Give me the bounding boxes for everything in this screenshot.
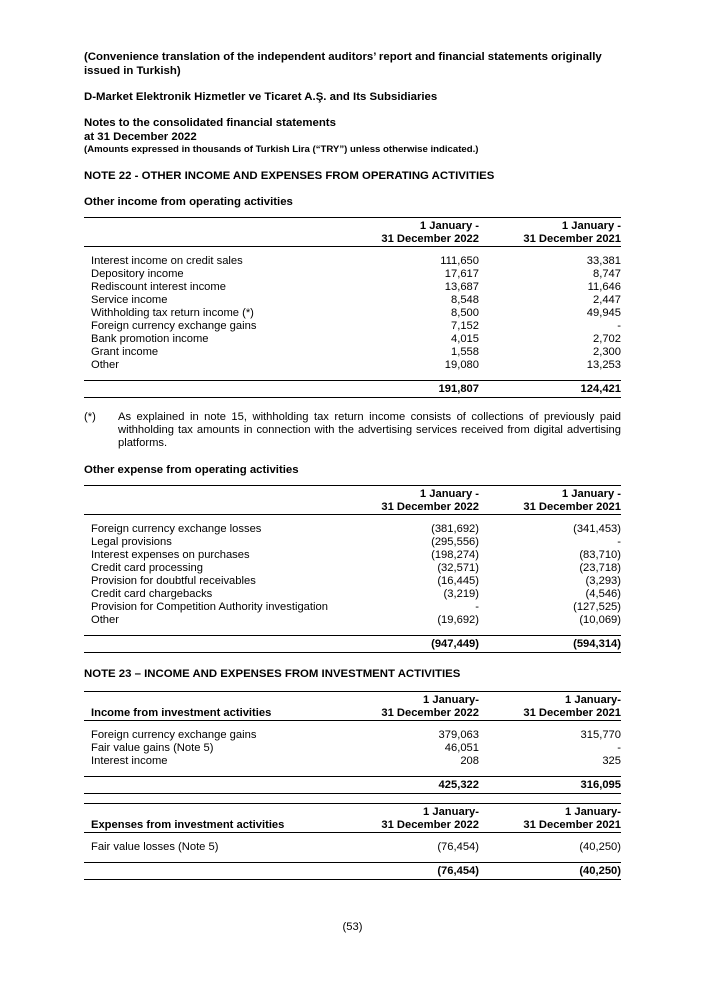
row-value-2022: 208: [460, 755, 479, 767]
row-value-2022: (381,692): [431, 523, 479, 535]
table-header-row: [84, 819, 621, 833]
col-2021-line2: 31 December 2021: [479, 819, 621, 833]
investment-expense-table: [84, 803, 621, 880]
row-label: Credit card chargebacks: [91, 588, 213, 600]
col-2022-line2: 31 December 2022: [351, 707, 479, 721]
note23-title: NOTE 23 – INCOME AND EXPENSES FROM INVESTMENT ACTIVITIES: [84, 668, 461, 680]
row-value-2022: 8,548: [451, 294, 479, 306]
table-row: [84, 255, 621, 268]
row-label: Legal provisions: [91, 536, 172, 548]
report-date: at 31 December 2022: [84, 131, 197, 143]
table-row: [84, 614, 621, 627]
col-2022-line2: 31 December 2022: [351, 233, 479, 247]
row-value-2022: 4,015: [451, 333, 479, 345]
table-row: [84, 359, 621, 372]
row-value-2021: (4,546): [585, 588, 621, 600]
row-value-2021: (3,293): [585, 575, 621, 587]
table-row: [84, 294, 621, 307]
row-value-2022: 1,558: [451, 346, 479, 358]
table-row: [84, 562, 621, 575]
table-header-row: [84, 218, 621, 234]
total-2022: 425,322: [351, 777, 479, 794]
table-row: [84, 333, 621, 346]
row-label: Service income: [91, 294, 168, 306]
total-row: [84, 777, 621, 794]
other-expense-table: [84, 485, 621, 653]
row-value-2021: 8,747: [593, 268, 621, 280]
row-value-2021: 2,300: [593, 346, 621, 358]
total-2022: (76,454): [351, 863, 479, 880]
row-value-2021: (127,525): [573, 601, 621, 613]
table-row: [84, 588, 621, 601]
footnote-text: As explained in note 15, withholding tax return income consists of collections of previously paid withholding tax amounts in connection with the advertising services received from digital advertising platforms.: [118, 411, 621, 449]
total-2021: 124,421: [479, 381, 621, 398]
col-2022-line2: 31 December 2022: [351, 819, 479, 833]
row-value-2021: 49,945: [586, 307, 621, 319]
total-row: [84, 381, 621, 398]
row-value-2021: 2,702: [593, 333, 621, 345]
row-value-2022: 8,500: [451, 307, 479, 319]
col-2022-line1: 1 January-: [351, 804, 479, 820]
row-value-2021: 2,447: [593, 294, 621, 306]
note22-income-heading: Other income from operating activities: [84, 196, 293, 208]
table-row: [84, 755, 621, 768]
col-2021-line2: 31 December 2021: [479, 233, 621, 247]
row-label: Other: [91, 359, 119, 371]
row-value-2022: (76,454): [437, 841, 479, 853]
row-value-2022: 111,650: [440, 255, 479, 267]
total-row: [84, 636, 621, 653]
footnote-mark: (*): [84, 411, 96, 423]
table-header-row: [84, 486, 621, 502]
other-income-table: [84, 217, 621, 398]
row-value-2021: (83,710): [579, 549, 621, 561]
translation-note: (Convenience translation of the independent auditors’ report and financial statements originally issued in Turkish): [84, 51, 602, 77]
row-label: Fair value losses (Note 5): [91, 841, 219, 853]
row-value-2021: 315,770: [580, 729, 621, 741]
row-label: Foreign currency exchange losses: [91, 523, 262, 535]
row-value-2022: (19,692): [437, 614, 479, 626]
company-name: D-Market Elektronik Hizmetler ve Ticaret A.Ş. and Its Subsidiaries: [84, 91, 438, 103]
footnote: [84, 411, 621, 450]
notes-title: Notes to the consolidated financial statements: [84, 117, 336, 129]
row-value-2021: -: [617, 536, 621, 548]
amounts-note: (Amounts expressed in thousands of Turkish Lira (“TRY”) unless otherwise indicated.): [84, 144, 479, 155]
col-2021-line1: 1 January-: [479, 692, 621, 708]
row-label: Other: [91, 614, 119, 626]
col-2021-line2: 31 December 2021: [479, 707, 621, 721]
row-value-2022: 379,063: [438, 729, 479, 741]
row-label: Interest income on credit sales: [91, 255, 243, 267]
note22-expense-heading: Other expense from operating activities: [84, 464, 299, 476]
row-value-2022: 46,051: [444, 742, 479, 754]
section-heading: Expenses from investment activities: [84, 819, 351, 833]
row-label: Depository income: [91, 268, 184, 280]
row-value-2021: 13,253: [586, 359, 621, 371]
total-row: [84, 863, 621, 880]
table-row: [84, 601, 621, 614]
row-value-2022: (16,445): [437, 575, 479, 587]
row-value-2021: 33,381: [586, 255, 621, 267]
col-2022-line2: 31 December 2022: [351, 501, 479, 515]
row-value-2022: (3,219): [443, 588, 479, 600]
row-value-2021: (40,250): [579, 841, 621, 853]
col-2021-line1: 1 January -: [479, 218, 621, 234]
row-label: Fair value gains (Note 5): [91, 742, 214, 754]
table-row: [84, 346, 621, 359]
row-label: Grant income: [91, 346, 159, 358]
row-label: Provision for doubtful receivables: [91, 575, 256, 587]
row-label: Bank promotion income: [91, 333, 209, 345]
table-header-row: [84, 692, 621, 708]
row-value-2021: -: [617, 742, 621, 754]
total-2021: (594,314): [479, 636, 621, 653]
page-number: (53): [342, 921, 363, 933]
row-label: Foreign currency exchange gains: [91, 729, 257, 741]
row-value-2021: (23,718): [579, 562, 621, 574]
col-2022-line1: 1 January -: [351, 486, 479, 502]
investment-income-table: [84, 691, 621, 794]
row-value-2021: 11,646: [587, 281, 621, 293]
row-value-2022: (198,274): [431, 549, 479, 561]
row-label: Withholding tax return income (*): [91, 307, 254, 319]
row-value-2022: 17,617: [444, 268, 479, 280]
row-label: Credit card processing: [91, 562, 203, 574]
table-row: [84, 549, 621, 562]
col-2021-line1: 1 January-: [479, 804, 621, 820]
col-2021-line2: 31 December 2021: [479, 501, 621, 515]
table-row: [84, 523, 621, 536]
row-value-2021: -: [617, 320, 621, 332]
table-header-row: [84, 501, 621, 515]
col-2022-line1: 1 January -: [351, 218, 479, 234]
row-label: Interest income: [91, 755, 168, 767]
row-value-2021: (341,453): [573, 523, 621, 535]
row-label: Provision for Competition Authority investigation: [91, 601, 328, 613]
total-2022: 191,807: [351, 381, 479, 398]
row-value-2021: (10,069): [579, 614, 621, 626]
row-value-2022: 7,152: [451, 320, 479, 332]
table-row: [84, 742, 621, 755]
row-value-2022: (295,556): [431, 536, 479, 548]
row-value-2021: 325: [602, 755, 621, 767]
table-header-row: [84, 707, 621, 721]
row-value-2022: 13,687: [444, 281, 479, 293]
col-2021-line1: 1 January -: [479, 486, 621, 502]
table-row: [84, 281, 621, 294]
row-label: Foreign currency exchange gains: [91, 320, 257, 332]
table-row: [84, 320, 621, 333]
row-value-2022: -: [475, 601, 479, 613]
table-row: [84, 729, 621, 742]
table-row: [84, 575, 621, 588]
total-2021: (40,250): [479, 863, 621, 880]
total-2022: (947,449): [351, 636, 479, 653]
row-value-2022: 19,080: [444, 359, 479, 371]
row-label: Interest expenses on purchases: [91, 549, 250, 561]
table-header-row: [84, 233, 621, 247]
col-2022-line1: 1 January-: [351, 692, 479, 708]
table-row: [84, 536, 621, 549]
note22-title: NOTE 22 - OTHER INCOME AND EXPENSES FROM OPERATING ACTIVITIES: [84, 170, 495, 182]
section-heading: Income from investment activities: [84, 707, 351, 721]
document-page: [84, 50, 621, 880]
table-row: [84, 268, 621, 281]
table-row: [84, 841, 621, 854]
total-2021: 316,095: [479, 777, 621, 794]
table-row: [84, 307, 621, 320]
row-value-2022: (32,571): [437, 562, 479, 574]
table-header-row: [84, 804, 621, 820]
row-label: Rediscount interest income: [91, 281, 226, 293]
